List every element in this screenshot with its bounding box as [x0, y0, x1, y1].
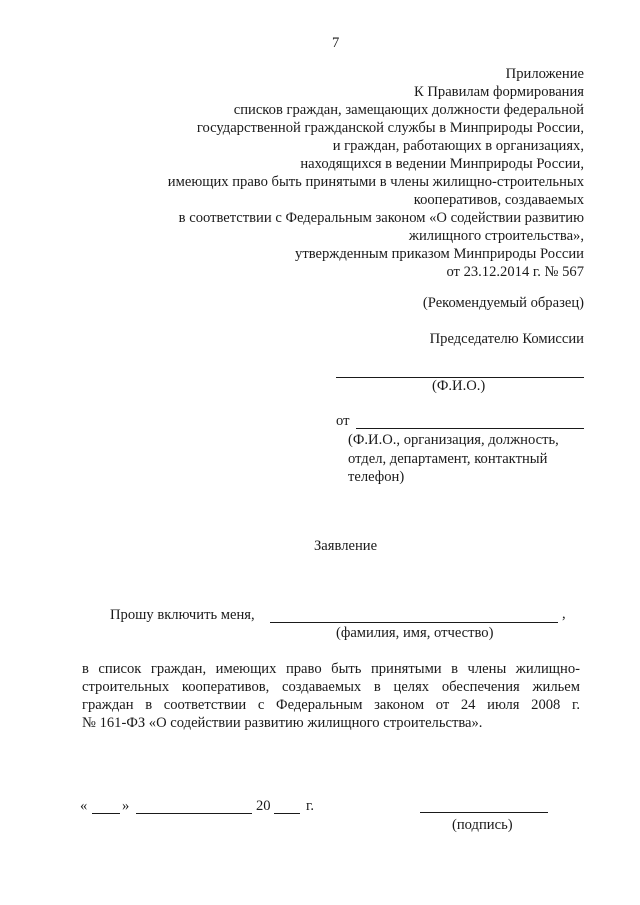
header-line-9: в соответствии с Федеральным законом «О содействии развитию: [178, 210, 584, 226]
header-line-5: и граждан, работающих в организациях,: [332, 138, 584, 154]
date-year-blank: [274, 813, 300, 814]
date-year-suffix: г.: [306, 798, 314, 814]
request-hint: (фамилия, имя, отчество): [336, 625, 494, 641]
header-line-1: Приложение: [505, 66, 584, 82]
signature-blank: [420, 812, 548, 813]
document-title: Заявление: [314, 538, 378, 554]
date-day-blank: [92, 813, 120, 814]
request-name-blank: [270, 622, 558, 623]
request-prefix: Прошу включить меня,: [110, 607, 255, 623]
body-line-3: граждан в соответствии с Федеральным законом от 24 июля 2008 г.: [82, 697, 580, 713]
header-line-11: утвержденным приказом Минприроды России: [295, 246, 584, 262]
date-month-blank: [136, 813, 252, 814]
signature-label: (подпись): [452, 817, 513, 833]
header-line-8: кооперативов, создаваемых: [413, 192, 584, 208]
date-year-prefix: 20: [256, 798, 271, 814]
from-hint-line-1: (Ф.И.О., организация, должность,: [348, 432, 559, 448]
date-close-quote: »: [122, 798, 130, 814]
from-blank: [356, 428, 584, 429]
header-line-7: имеющих право быть принятыми в члены жилищно-строительных: [167, 174, 584, 190]
from-hint-line-2: отдел, департамент, контактный: [348, 451, 548, 467]
header-line-3: списков граждан, замещающих должности федеральной: [233, 102, 584, 118]
body-line-4: № 161-ФЗ «О содействии развитию жилищного строительства».: [82, 715, 483, 731]
header-line-12: от 23.12.2014 г. № 567: [446, 264, 584, 280]
date-open-quote: «: [80, 798, 88, 814]
header-line-4: государственной гражданской службы в Минприроды России,: [196, 120, 584, 136]
header-line-2: К Правилам формирования: [413, 84, 584, 100]
body-line-1: в список граждан, имеющих право быть принятыми в члены жилищно-: [82, 661, 580, 677]
page-number: 7: [332, 35, 340, 51]
addressee: Председателю Комиссии: [429, 331, 584, 347]
request-suffix: ,: [562, 606, 566, 622]
from-hint-line-3: телефон): [348, 469, 405, 485]
sample-note: (Рекомендуемый образец): [422, 295, 584, 311]
header-line-6: находящихся в ведении Минприроды России,: [300, 156, 584, 172]
fio-label: (Ф.И.О.): [432, 378, 486, 394]
body-line-2: строительных кооперативов, создаваемых в целях обеспечения жильем: [82, 679, 580, 695]
header-line-10: жилищного строительства»,: [408, 228, 584, 244]
from-label: от: [336, 413, 350, 429]
